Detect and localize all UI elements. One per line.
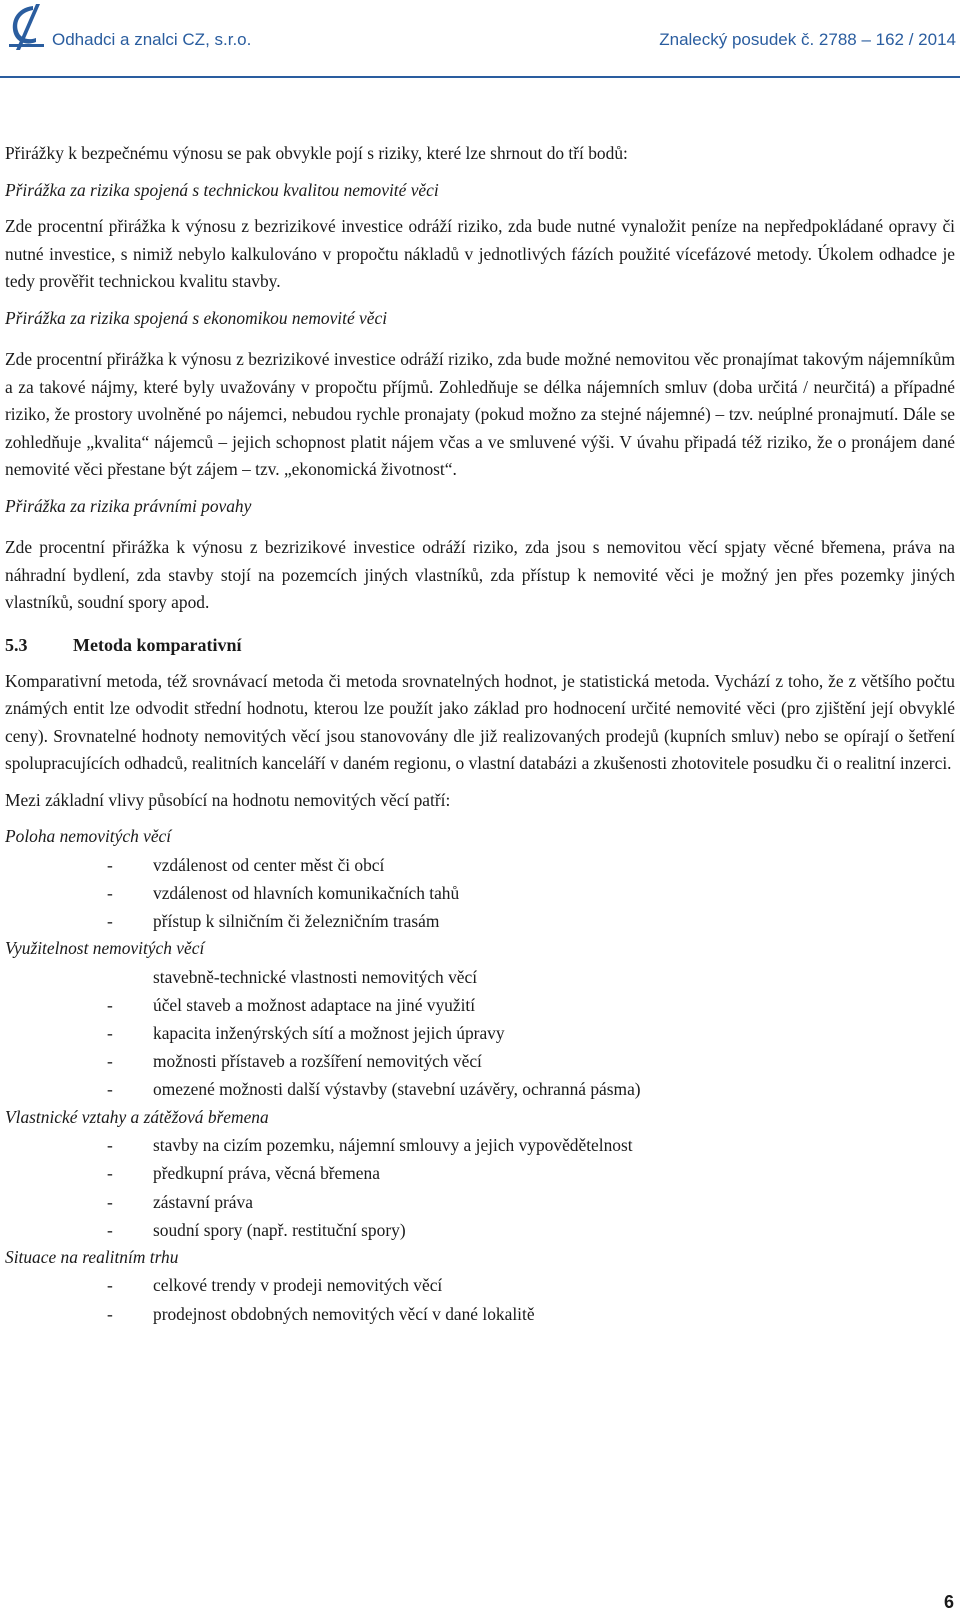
list-dash: - bbox=[107, 994, 113, 1015]
intro-paragraph: Přirážky k bezpečnému výnosu se pak obvykle pojí s riziky, které lze shrnout do tří bodů: bbox=[5, 143, 628, 163]
list-item-text: soudní spory (např. restituční spory) bbox=[153, 1219, 406, 1240]
section-number: 5.3 bbox=[5, 634, 28, 655]
list-dash: - bbox=[107, 1191, 113, 1212]
risk1-paragraph: Zde procentní přirážka k výnosu z bezrizikové investice odráží riziko, zda bude nutné vynaložit peníze na nepředpokládané opravy či nutné investice, s nimiž nebylo kalkulováno v propočtu nákladů v jednotlivých fázích použité vícefázové metody. Úkolem odhadce je tedy prověřit technickou kvalitu stavby. bbox=[5, 216, 955, 291]
list-dash: - bbox=[107, 1051, 113, 1072]
factor-list bbox=[5, 1271, 955, 1327]
list-item-text: omezené možnosti další výstavby (stavební uzávěry, ochranná pásma) bbox=[153, 1079, 641, 1100]
group-heading: Situace na realitním trhu bbox=[5, 1246, 179, 1267]
section-heading bbox=[5, 631, 955, 659]
risk2-heading: Přirážka za rizika spojená s ekonomikou nemovité věci bbox=[5, 307, 388, 328]
factors-intro: Mezi základní vlivy působící na hodnotu nemovitých věcí patří: bbox=[5, 789, 451, 810]
list-item bbox=[5, 991, 955, 1019]
section-paragraph: Komparativní metoda, též srovnávací metoda či metoda srovnatelných hodnot, je statistická metoda. Vychází z toho, že z většího počtu známých entit lze odvodit střední hodnotu, kterou lze použít jako základ pro hodnocení určité nemovité věci (pro zjištění její obvyklé ceny). Srovnatelné hodnoty nemovitých věcí jsou stanovovány dle již realizovaných prodejů (kupních smluv) nebo se opírají o šetření spolupracujících odhadců, realitních kanceláří v daném regionu, o vlastní databázi a zkušenosti zhotovitele posudku či o realitní inzerci. bbox=[5, 670, 955, 773]
list-item bbox=[5, 1271, 955, 1299]
list-item-text: přístup k silničním či železničním trasám bbox=[153, 910, 440, 931]
list-item bbox=[5, 1159, 955, 1187]
list-dash: - bbox=[107, 1079, 113, 1100]
list-dash: - bbox=[107, 854, 113, 875]
list-item-text: kapacita inženýrských sítí a možnost jejich úpravy bbox=[153, 1023, 505, 1044]
list-dash: - bbox=[107, 910, 113, 931]
list-item bbox=[5, 879, 955, 907]
list-item bbox=[5, 907, 955, 935]
list-item bbox=[5, 1075, 955, 1103]
document-reference: Znalecký posudek č. 2788 – 162 / 2014 bbox=[659, 30, 956, 49]
list-item bbox=[5, 1019, 955, 1047]
list-item bbox=[5, 1300, 955, 1328]
list-item-text: předkupní práva, věcná břemena bbox=[153, 1163, 380, 1184]
list-item bbox=[5, 1216, 955, 1244]
risk2-paragraph: Zde procentní přirážka k výnosu z bezrizikové investice odráží riziko, zda bude možné nemovitou věc pronajímat takovým nájemníkům a za takové nájmy, které byly uvažovány v propočtu příjmů. Zohledňuje se délka nájemních smluv (doba určitá / neurčitá) a případné riziko, že prostory uvolněné po nájemci, nebudou rychle pronajaty (pokud možno za stejné nájemné) – tzv. neúplné pronajmutí. Dále se zohledňuje „kvalita“ nájemců – jejich schopnost platit nájem včas a ve smluvené výši. V úvahu připadá též riziko, že o pronájem dané nemovité věci přestane být zájem – tzv. „ekonomická životnost“. bbox=[5, 349, 955, 479]
list-item-text: stavby na cizím pozemku, nájemní smlouvy a jejich vypovědětelnost bbox=[153, 1135, 633, 1156]
list-item bbox=[5, 1047, 955, 1075]
list-item bbox=[5, 851, 955, 879]
document-body bbox=[5, 140, 955, 1328]
list-dash: - bbox=[107, 1163, 113, 1184]
list-item bbox=[5, 1131, 955, 1159]
risk3-heading: Přirážka za rizika právními povahy bbox=[5, 495, 252, 516]
list-dash: - bbox=[107, 882, 113, 903]
risk3-paragraph: Zde procentní přirážka k výnosu z bezrizikové investice odráží riziko, zda jsou s nemovitou věcí spjaty věcné břemena, práva na náhradní bydlení, zda stavby stojí na pozemcích jiných vlastníků, zda přístup k nemovité věci je možný jen přes pozemky jiných vlastníků, soudní spory apod. bbox=[5, 537, 955, 612]
list-item-text: možnosti přístaveb a rozšíření nemovitých věcí bbox=[153, 1051, 482, 1072]
group-heading: Vlastnické vztahy a zátěžová břemena bbox=[5, 1106, 269, 1127]
company-name: Odhadci a znalci CZ, s.r.o. bbox=[52, 30, 252, 49]
header-divider bbox=[0, 76, 960, 78]
list-item-text: vzdálenost od hlavních komunikačních tahů bbox=[153, 882, 460, 903]
list-item-text: prodejnost obdobných nemovitých věcí v dané lokalitě bbox=[153, 1303, 535, 1324]
factor-list bbox=[5, 963, 955, 1104]
list-dash: - bbox=[107, 1135, 113, 1156]
group-heading: Poloha nemovitých věcí bbox=[5, 826, 172, 846]
list-item-text: zástavní práva bbox=[153, 1191, 253, 1212]
page-number: 6 bbox=[943, 1592, 954, 1612]
factor-list bbox=[5, 851, 955, 936]
group-heading: Využitelnost nemovitých věcí bbox=[5, 938, 205, 959]
list-dash: - bbox=[107, 1275, 113, 1296]
company-logo-icon bbox=[6, 4, 44, 50]
list-dash: - bbox=[107, 1303, 113, 1324]
list-item-text: vzdálenost od center měst či obcí bbox=[153, 854, 385, 875]
list-dash: - bbox=[107, 1219, 113, 1240]
section-title: Metoda komparativní bbox=[73, 634, 242, 655]
page-header bbox=[0, 0, 960, 78]
risk1-heading: Přirážka za rizika spojená s technickou kvalitou nemovité věci bbox=[5, 179, 439, 200]
list-item-text: stavebně-technické vlastnosti nemovitých věcí bbox=[153, 966, 478, 987]
list-item bbox=[5, 1188, 955, 1216]
list-dash: - bbox=[107, 1023, 113, 1044]
list-item-text: účel staveb a možnost adaptace na jiné využití bbox=[153, 994, 476, 1015]
list-item-text: celkové trendy v prodeji nemovitých věcí bbox=[153, 1275, 443, 1296]
factor-list bbox=[5, 1131, 955, 1244]
list-item bbox=[5, 963, 955, 991]
